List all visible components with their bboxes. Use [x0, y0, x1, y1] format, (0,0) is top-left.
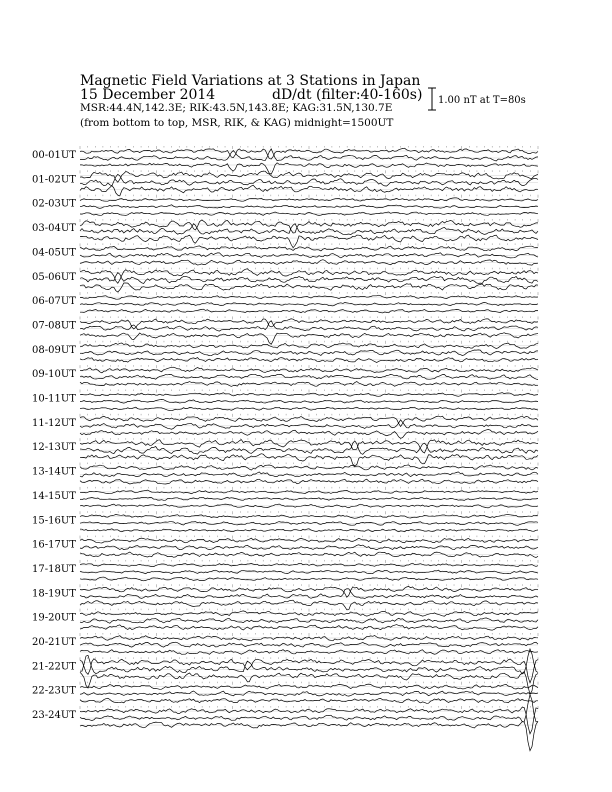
- component-label: dD/dt (filter:40-160s): [272, 87, 423, 103]
- station-trace-msr: [80, 430, 538, 439]
- station-trace-rik: [80, 374, 538, 379]
- station-trace-kag: [80, 636, 538, 641]
- hour-label: 06-07UT: [32, 296, 76, 308]
- hour-label: 00-01UT: [32, 150, 76, 161]
- hour-label: 23-24UT: [32, 710, 76, 722]
- station-trace-rik: [80, 399, 538, 403]
- hour-label: 19-20UT: [32, 612, 76, 624]
- hour-label: 20-21UT: [32, 637, 76, 648]
- hour-label: 02-03UT: [32, 198, 76, 210]
- hour-label: 12-13UT: [32, 442, 76, 454]
- hour-label: 03-04UT: [32, 223, 76, 235]
- hour-label: 18-19UT: [32, 588, 76, 600]
- hour-label: 14-15UT: [32, 490, 76, 502]
- station-trace-rik: [80, 174, 538, 186]
- hour-label: 04-05UT: [32, 247, 76, 259]
- hour-label: 11-12UT: [32, 417, 76, 429]
- station-order-note: (from bottom to top, MSR, RIK, & KAG) midnight=1500UT: [80, 117, 394, 129]
- scale-label: 1.00 nT at T=80s: [438, 95, 526, 106]
- station-trace-kag: [80, 148, 538, 159]
- station-trace-msr: [80, 185, 538, 196]
- hour-label: 15-16UT: [32, 515, 76, 527]
- station-coords: MSR:44.4N,142.3E; RIK:43.5N,143.8E; KAG:31.5N,130.7E: [80, 102, 393, 114]
- hour-label: 09-10UT: [32, 369, 76, 381]
- station-trace-rik: [80, 642, 538, 647]
- scale-bar-icon: [428, 88, 436, 110]
- hour-label: 13-14UT: [32, 466, 76, 478]
- station-trace-msr: [80, 382, 538, 387]
- hour-label: 05-06UT: [32, 271, 76, 283]
- hour-label: 01-02UT: [32, 174, 76, 186]
- station-trace-msr: [80, 358, 538, 363]
- station-trace-rik: [80, 522, 538, 526]
- station-trace-msr: [80, 407, 538, 411]
- hour-label: 22-23UT: [32, 685, 76, 697]
- date-label: 15 December 2014: [80, 87, 216, 103]
- station-trace-rik: [80, 589, 538, 599]
- hour-label: 10-11UT: [32, 393, 76, 405]
- station-trace-kag: [80, 440, 538, 453]
- hour-label: 17-18UT: [32, 563, 76, 575]
- station-trace-kag: [80, 586, 538, 597]
- station-trace-kag: [80, 515, 538, 519]
- station-trace-msr: [80, 721, 538, 750]
- station-trace-kag: [80, 198, 538, 201]
- station-trace-rik: [80, 420, 538, 429]
- hour-label: 16-17UT: [32, 539, 76, 551]
- station-trace-msr: [80, 600, 538, 610]
- station-trace-msr: [80, 552, 538, 558]
- station-trace-msr: [80, 625, 538, 631]
- station-trace-rik: [80, 273, 538, 284]
- station-trace-rik: [80, 224, 538, 235]
- chart-title: Magnetic Field Variations at 3 Stations in Japan: [80, 73, 421, 89]
- station-trace-kag: [80, 319, 538, 329]
- station-trace-rik: [80, 545, 538, 550]
- hour-label: 07-08UT: [32, 320, 76, 332]
- hour-label: 08-09UT: [32, 344, 76, 356]
- hour-label: 21-22UT: [32, 661, 76, 673]
- station-trace-msr: [80, 283, 538, 292]
